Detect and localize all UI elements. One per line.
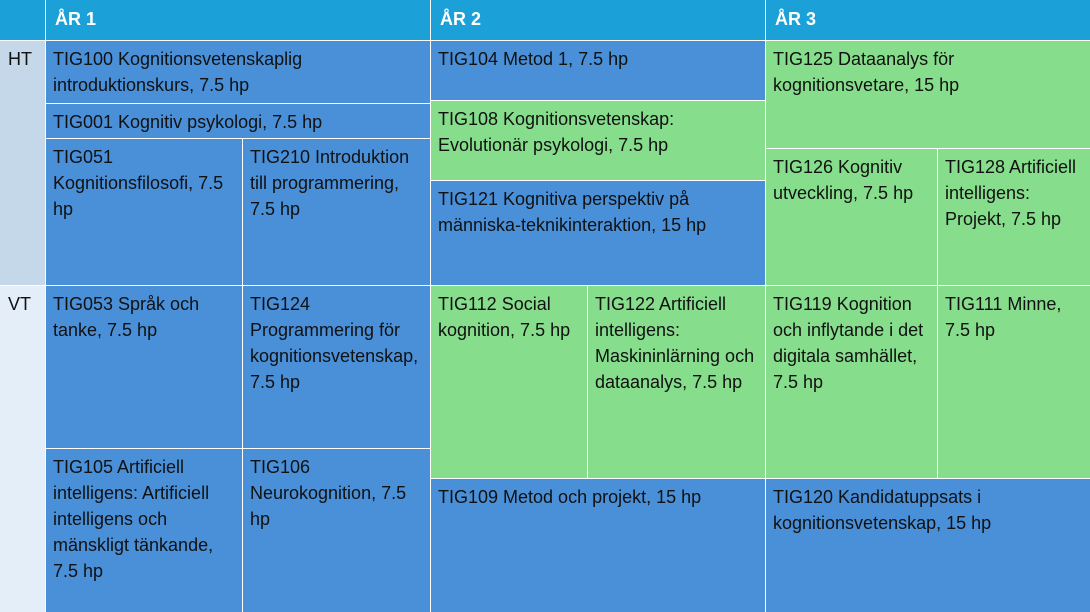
grid-line bbox=[430, 180, 765, 181]
header-year-2: ÅR 2 bbox=[430, 0, 765, 40]
course-tig106: TIG106 Neurokognition, 7.5 hp bbox=[242, 448, 430, 612]
course-tig108: TIG108 Kognitionsvetenskap: Evolutionär psykologi, 7.5 hp bbox=[430, 100, 765, 180]
course-tig105: TIG105 Artificiell intelligens: Artificiell intelligens och mänskligt tänkande, 7.5 hp bbox=[45, 448, 242, 612]
grid-line bbox=[45, 448, 430, 449]
course-tig051: TIG051 Kognitionsfilosofi, 7.5 hp bbox=[45, 138, 242, 285]
grid-line bbox=[45, 138, 430, 139]
header-year-1: ÅR 1 bbox=[45, 0, 430, 40]
semester-ht-label: HT bbox=[0, 40, 45, 285]
course-tig125: TIG125 Dataanalys för kognitionsvetare, 15 hp bbox=[765, 40, 1090, 148]
grid-line bbox=[765, 0, 766, 612]
course-tig001: TIG001 Kognitiv psykologi, 7.5 hp bbox=[45, 103, 430, 138]
grid-line bbox=[937, 148, 938, 478]
course-tig122: TIG122 Artificiell intelligens: Maskininlärning och dataanalys, 7.5 hp bbox=[587, 285, 765, 478]
course-tig100: TIG100 Kognitionsvetenskaplig introduktionskurs, 7.5 hp bbox=[45, 40, 430, 103]
course-tig111: TIG111 Minne, 7.5 hp bbox=[937, 285, 1090, 478]
grid-line bbox=[430, 0, 431, 612]
grid-line bbox=[430, 100, 765, 101]
grid-line bbox=[242, 138, 243, 612]
grid-line bbox=[765, 148, 1090, 149]
course-tig112: TIG112 Social kognition, 7.5 hp bbox=[430, 285, 587, 478]
grid-line bbox=[45, 103, 430, 104]
course-tig109: TIG109 Metod och projekt, 15 hp bbox=[430, 478, 765, 612]
semester-vt-label: VT bbox=[0, 285, 45, 612]
course-tig053: TIG053 Språk och tanke, 7.5 hp bbox=[45, 285, 242, 448]
course-tig124: TIG124 Programmering för kognitionsvetenskap, 7.5 hp bbox=[242, 285, 430, 448]
course-tig121: TIG121 Kognitiva perspektiv på människa-teknikinteraktion, 15 hp bbox=[430, 180, 765, 285]
grid-line bbox=[587, 285, 588, 478]
course-tig104: TIG104 Metod 1, 7.5 hp bbox=[430, 40, 765, 100]
course-tig120: TIG120 Kandidatuppsats i kognitionsvetenskap, 15 hp bbox=[765, 478, 1090, 612]
grid-line bbox=[430, 478, 1090, 479]
grid-line bbox=[0, 285, 1090, 286]
header-year-3: ÅR 3 bbox=[765, 0, 1090, 40]
grid-line bbox=[45, 0, 46, 612]
course-tig128: TIG128 Artificiell intelligens: Projekt, 7.5 hp bbox=[937, 148, 1090, 285]
grid-line bbox=[0, 40, 1090, 41]
course-tig210: TIG210 Introduktion till programmering, 7.5 hp bbox=[242, 138, 430, 285]
course-tig119: TIG119 Kognition och inflytande i det digitala samhället, 7.5 hp bbox=[765, 285, 937, 478]
course-tig126: TIG126 Kognitiv utveckling, 7.5 hp bbox=[765, 148, 937, 285]
header-corner bbox=[0, 0, 45, 40]
